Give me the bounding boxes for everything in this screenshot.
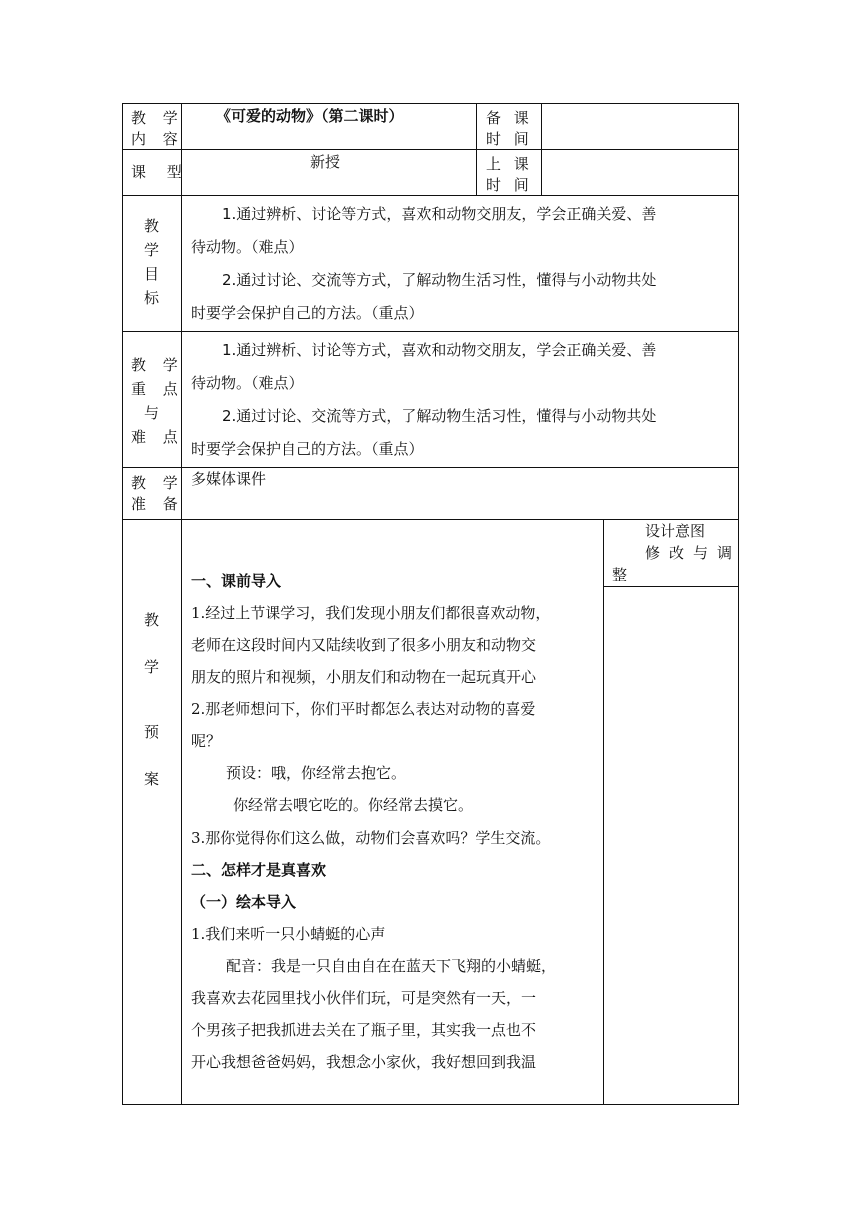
content-label-line-2: 内 容	[131, 130, 184, 148]
preparation-label-line-1: 教 学	[131, 474, 184, 492]
plan-line: 呢？	[191, 732, 222, 750]
time-value-divider	[541, 103, 542, 196]
plan-line: 预设：哦，你经常去抱它。	[226, 764, 407, 782]
lesson-title: 《可爱的动物》（第二课时）	[216, 107, 404, 125]
notes-column-divider	[603, 519, 604, 1105]
table-border-bottom	[122, 1104, 739, 1105]
plan-line: 配音：我是一只自由自在在蓝天下飞翔的小蜻蜓，	[226, 957, 557, 975]
objectives-label-char: 学	[144, 241, 160, 259]
row-divider	[122, 149, 739, 150]
plan-heading: 二、怎样才是真喜欢	[191, 861, 327, 879]
key-points-line: 待动物。（难点）	[191, 374, 304, 392]
content-label-line-1: 教 学	[131, 109, 184, 127]
side-header-divider	[603, 586, 739, 587]
key-points-line: 时要学会保护自己的方法。（重点）	[191, 440, 424, 458]
key-points-line: 1.通过辨析、讨论等方式，喜欢和动物交朋友，学会正确关爱、善	[222, 341, 657, 359]
plan-line: 朋友的照片和视频，小朋友们和动物在一起玩真开心	[191, 668, 537, 686]
objectives-label-char: 目	[144, 265, 160, 283]
plan-label-char: 案	[144, 770, 160, 788]
objectives-label-char: 教	[144, 217, 160, 235]
plan-label-char: 预	[144, 723, 160, 741]
plan-line: 3.那你觉得你们这么做，动物们会喜欢吗？学生交流。	[191, 829, 551, 847]
key-points-label-line: 难 点	[131, 428, 184, 446]
lesson-type-value: 新授	[310, 153, 341, 171]
plan-line: 开心我想爸爸妈妈，我想念小家伙，我好想回到我温	[191, 1053, 537, 1071]
key-points-label-line: 与	[144, 404, 160, 422]
objectives-line: 待动物。（难点）	[191, 238, 304, 256]
plan-line: 1.经过上节课学习，我们发现小朋友们都很喜欢动物，	[191, 604, 551, 622]
plan-line: 2.那老师想问下，你们平时都怎么表达对动物的喜爱	[191, 700, 536, 718]
table-border-top	[122, 103, 739, 104]
side-header-line: 整	[612, 566, 628, 584]
objectives-line: 2.通过讨论、交流等方式，了解动物生活习性，懂得与小动物共处	[222, 271, 657, 289]
class-time-label-line-2: 时 间	[486, 176, 533, 194]
plan-label-char: 教	[144, 611, 160, 629]
label-column-divider	[181, 103, 182, 1105]
key-points-label-line: 教 学	[131, 356, 184, 374]
key-points-label-line: 重 点	[131, 380, 184, 398]
preparation-label-line-2: 准 备	[131, 495, 184, 513]
plan-line: 我喜欢去花园里找小伙伴们玩，可是突然有一天，一	[191, 989, 537, 1007]
side-header-line: 设计意图	[645, 522, 706, 540]
row-divider	[122, 331, 739, 332]
row-divider	[122, 519, 739, 520]
row-divider	[122, 195, 739, 196]
plan-line: 1.我们来听一只小蜻蜓的心声	[191, 925, 386, 943]
plan-line: 个男孩子把我抓进去关在了瓶子里，其实我一点也不	[191, 1021, 537, 1039]
prep-time-label-line-1: 备 课	[486, 109, 533, 127]
side-header-line: 修改与调	[645, 544, 742, 562]
objectives-label-char: 标	[144, 289, 160, 307]
plan-line: 你经常去喂它吃的。你经常去摸它。	[233, 796, 474, 814]
preparation-value: 多媒体课件	[191, 470, 267, 488]
plan-line: 老师在这段时间内又陆续收到了很多小朋友和动物交	[191, 636, 537, 654]
lesson-type-label: 课 型	[131, 163, 190, 181]
plan-heading: 一、课前导入	[191, 572, 282, 590]
plan-label-char: 学	[144, 658, 160, 676]
key-points-line: 2.通过讨论、交流等方式，了解动物生活习性，懂得与小动物共处	[222, 407, 657, 425]
table-border-right	[738, 103, 739, 1105]
objectives-line: 1.通过辨析、讨论等方式，喜欢和动物交朋友，学会正确关爱、善	[222, 205, 657, 223]
row-divider	[122, 467, 739, 468]
class-time-label-line-1: 上 课	[486, 155, 533, 173]
plan-subheading: （一）绘本导入	[191, 893, 297, 911]
prep-time-label-line-2: 时 间	[486, 130, 533, 148]
objectives-line: 时要学会保护自己的方法。（重点）	[191, 304, 424, 322]
time-column-divider	[476, 103, 477, 196]
table-border-left	[122, 103, 123, 1105]
